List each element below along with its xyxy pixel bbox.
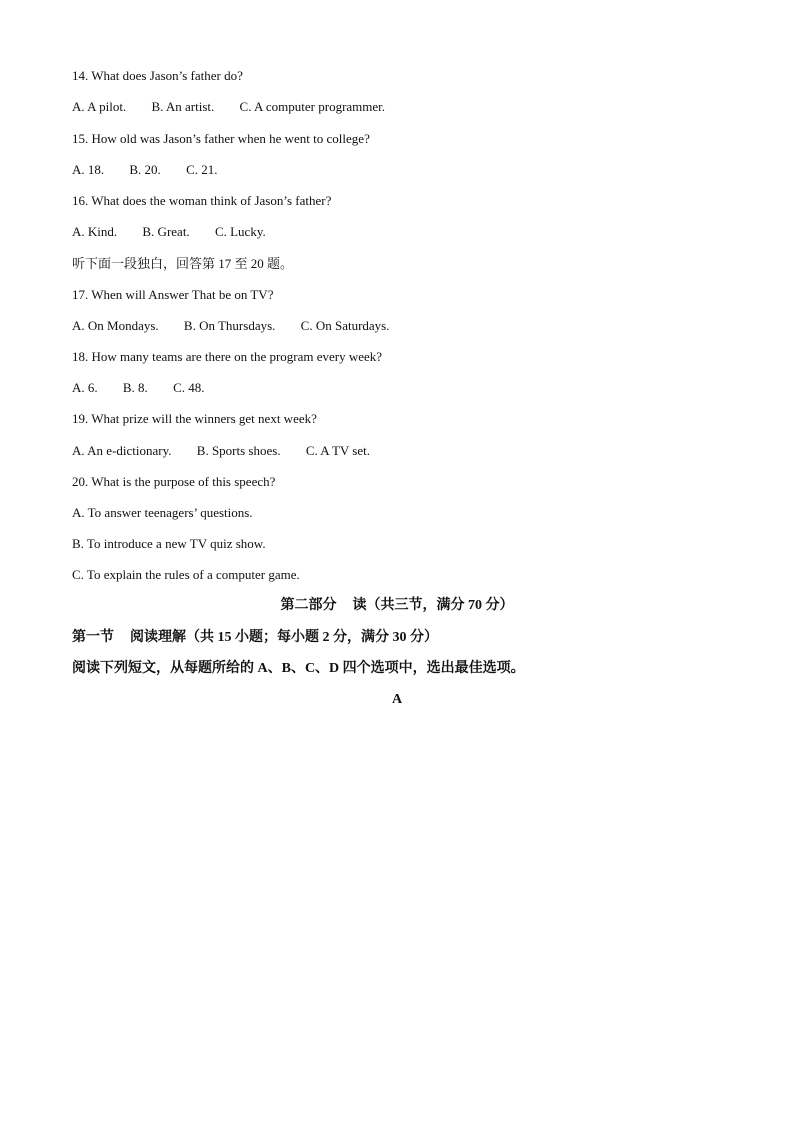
option-b: B. 8. xyxy=(122,380,148,395)
question-16-options xyxy=(72,224,266,240)
question-15: 15. How old was Jason’s father when he went to college? xyxy=(72,131,370,146)
section-heading xyxy=(72,630,438,646)
reading-instruction: 阅读下列短文，从每题所给的 A、B、C、D 四个选项中，选出最佳选项。 xyxy=(72,661,525,676)
option-b: B. Great. xyxy=(142,224,190,239)
option-a: A. On Mondays. xyxy=(72,318,159,333)
section-heading-label: 第一节 xyxy=(72,630,114,645)
question-16: 16. What does the woman think of Jason’s father? xyxy=(72,193,332,208)
question-19: 19. What prize will the winners get next week? xyxy=(72,411,317,426)
option-c: C. 48. xyxy=(173,380,205,395)
option-a: A. 18. xyxy=(72,162,105,177)
question-14-options xyxy=(72,99,385,115)
question-14: 14. What does Jason’s father do? xyxy=(72,68,243,83)
question-18: 18. How many teams are there on the program every week? xyxy=(72,349,383,364)
question-20-option-b: B. To introduce a new TV quiz show. xyxy=(72,536,266,551)
option-c: C. A computer programmer. xyxy=(239,99,386,114)
option-b: B. Sports shoes. xyxy=(196,443,281,458)
passage-label: A xyxy=(391,692,403,707)
part-heading xyxy=(0,598,794,614)
option-a: A. Kind. xyxy=(72,224,118,239)
option-b: B. An artist. xyxy=(151,99,215,114)
question-17-options xyxy=(72,318,390,334)
option-a: A. A pilot. xyxy=(72,99,127,114)
option-b: B. 20. xyxy=(129,162,161,177)
question-20-option-a: A. To answer teenagers’ questions. xyxy=(72,505,253,520)
monologue-instruction: 听下面一段独白，回答第 17 至 20 题。 xyxy=(72,256,294,271)
option-c: C. A TV set. xyxy=(305,443,371,458)
question-17: 17. When will Answer That be on TV? xyxy=(72,287,274,302)
option-c: C. On Saturdays. xyxy=(300,318,390,333)
part-heading-label: 第二部分 xyxy=(280,598,337,613)
question-19-options xyxy=(72,443,370,459)
option-a: A. 6. xyxy=(72,380,98,395)
question-18-options xyxy=(72,380,204,396)
section-heading-title: 阅读理解（共 15 小题；每小题 2 分，满分 30 分） xyxy=(130,630,438,645)
question-15-options xyxy=(72,162,217,178)
option-c: C. Lucky. xyxy=(214,224,266,239)
option-c: C. 21. xyxy=(186,162,218,177)
question-20: 20. What is the purpose of this speech? xyxy=(72,474,276,489)
part-heading-title: 读（共三节，满分 70 分） xyxy=(352,598,514,613)
option-b: B. On Thursdays. xyxy=(183,318,276,333)
option-a: A. An e-dictionary. xyxy=(72,443,172,458)
question-20-option-c: C. To explain the rules of a computer game. xyxy=(72,567,300,582)
